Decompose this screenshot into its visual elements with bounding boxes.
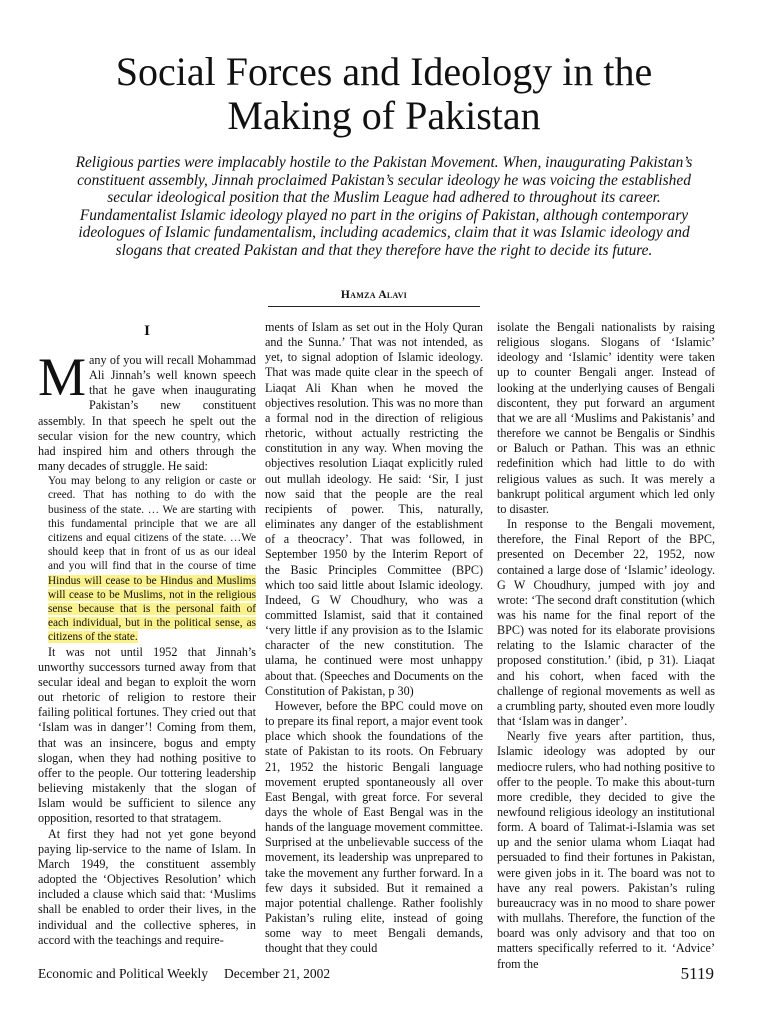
paragraph: However, before the BPC could move on to prepare its final report, a major event took place which shook the foundations of the state of Pakistan to its roots. On February 21, 1952 the historic Bengali language movement erupted spontaneously all over East Bengal, with great force. For several days the whole of East Bengal was in the hands of the language movement committee. Surprised at the unbelievable success of the movement, its leadership was unprepared to take the movement any further forward. In a few days it subsided. But it remained a major potential challenge. Rather foolishly Pakistan’s ruling elite, instead of going some way to meet Bengali demands, thought that they could <box>265 698 483 956</box>
highlighted-quote-text: Hindus will cease to be Hindus and Muslims will cease to be Muslims, not in the religious sense because that is the personal faith of each individual, but in the political sense, as citizens of the state. <box>48 574 256 644</box>
paragraph: isolate the Bengali nationalists by raising religious slogans. Slogans of ‘Islamic’ ideology and ‘Islamic’ identity were taken up to counter Bengali anger. Instead of looking at the underlying causes of Bengali discontent, they put forward an argument that we are all ‘Muslims and Pakistanis’ and therefore we cannot be Bengalis or Sindhis or Baluch or Pathan. This was an ethnic redefinition which had little to do with religious values as such. It was merely a bankrupt political argument which led only to disaster. <box>497 320 715 516</box>
title-line-1: Social Forces and Ideology in the <box>115 49 653 94</box>
jinnah-quote <box>48 474 256 644</box>
author-name: Hamza Alavi <box>340 289 408 301</box>
author-divider <box>268 306 480 307</box>
footer-date: December 21, 2002 <box>224 966 331 981</box>
paragraph: ments of Islam as set out in the Holy Quran and the Sunna.’ That was not intended, as yet, to signal adoption of Islamic ideology. That was made quite clear in the speech of Liaqat Ali Khan when he moved the objectives resolution. This was no more than a formal nod in the direction of religious rhetoric, without actually restricting the constitution in any way. When moving the objectives resolution Liaqat explicitly ruled out mullah ideology. He said: ‘Sir, I just now said that the people are the real recipients of power. This, naturally, eliminates any danger of the establishment of a theocracy’. That was followed, in September 1950 by the Interim Report of the Basic Principles Committee (BPC) which too said little about Islamic ideology. Indeed, G W Choudhury, who was a committed Islamist, said that it contained ‘very little if any provision as to the Islamic character of the new constitution. The ulama, he continued were most unhappy about that. (Speeches and Documents on the Constitution of Pakistan, p 30) <box>265 320 483 698</box>
footer-journal-name: Economic and Political Weekly <box>38 966 208 981</box>
paragraph: It was not until 1952 that Jinnah’s unworthy successors turned away from that secular ideal and began to exploit the worn out rhetoric of religion to restore their failing political fortunes. They cried out that ‘Islam was in danger’! Coming from them, that was an insincere, bogus and empty slogan, when they had nothing positive to offer to the people. Our tottering leadership believing mistakenly that the slogan of Islam would be sufficient to silence any opposition, resorted to that stratagem. <box>38 644 256 826</box>
article-title <box>0 50 768 138</box>
text-column-3 <box>497 320 715 972</box>
drop-cap: M <box>38 347 87 407</box>
section-number: I <box>144 323 150 339</box>
article-abstract: Religious parties were implacably hostile to the Pakistan Movement. When, inaugurating Pakistan’s constituent assembly, Jinnah proclaimed Pakistan’s secular ideology he was voicing the established secular ideological position that the Muslim League had adhered to throughout its career. Fundamentalist Islamic ideology played no part in the origins of Pakistan, although contemporary ideologues of Islamic fundamentalism, including academics, claim that it was Islamic ideology and slogans that created Pakistan and that they therefore have the right to decide its future. <box>75 154 693 259</box>
opening-paragraph-text: any of you will recall Mohammad Ali Jinnah’s well known speech that he gave when inaugurating Pakistan’s new constituent assembly. In that speech he spelt out the secular vision for the new country, which had inspired him and others through the many decades of struggle. He said: <box>38 353 256 474</box>
paragraph: At first they had not yet gone beyond paying lip-service to the name of Islam. In March 1949, the constituent assembly adopted the ‘Objectives Resolution’ which included a clause which said that: ‘Muslims shall be enabled to order their lives, in the individual and the collective spheres, in accord with the teachings and require- <box>38 826 256 947</box>
paragraph: Nearly five years after partition, thus, Islamic ideology was adopted by our mediocre rulers, who had nothing positive to offer to the people. To make this about-turn more credible, they decided to give the newfound religious ideology an institutional form. A board of Talimat-i-Islamia was set up and the senior ulama whom Liaqat had persuaded to find their fortunes in Pakistan, were given jobs in it. The board was not to have any real powers. Pakistan’s ruling bureaucracy was in no mood to share power with mullahs. Therefore, the function of the board was only advisory and that too on matters specifically referred to it. ‘Advice’ from the <box>497 729 715 971</box>
text-column-2 <box>265 320 483 957</box>
title-line-2: Making of Pakistan <box>227 93 541 138</box>
text-column-1 <box>38 320 256 948</box>
opening-paragraph <box>38 347 256 474</box>
page-number: 5119 <box>680 964 714 983</box>
paragraph: In response to the Bengali movement, therefore, the Final Report of the BPC, presented on December 22, 1952, now contained a large dose of ‘Islamic’ ideology. G W Choudhury, jumped with joy and wrote: ‘The second draft constitution (which was his name for the final report of the BPC) was noted for its elaborate provisions relating to the Islamic character of the proposed constitution.’ (ibid, p 31). Liaqat and his cohort, when faced with the challenge of regional movements as well as a crumbling party, shouted even more loudly that ‘Islam was in danger’. <box>497 517 715 729</box>
quote-text: You may belong to any religion or caste or creed. That has nothing to do with the business of the state. … We are starting with this fundamental principle that we are all citizens and equal citizens of the state. …We should keep that in front of us as our ideal and you will find that in the course of time <box>48 475 256 573</box>
